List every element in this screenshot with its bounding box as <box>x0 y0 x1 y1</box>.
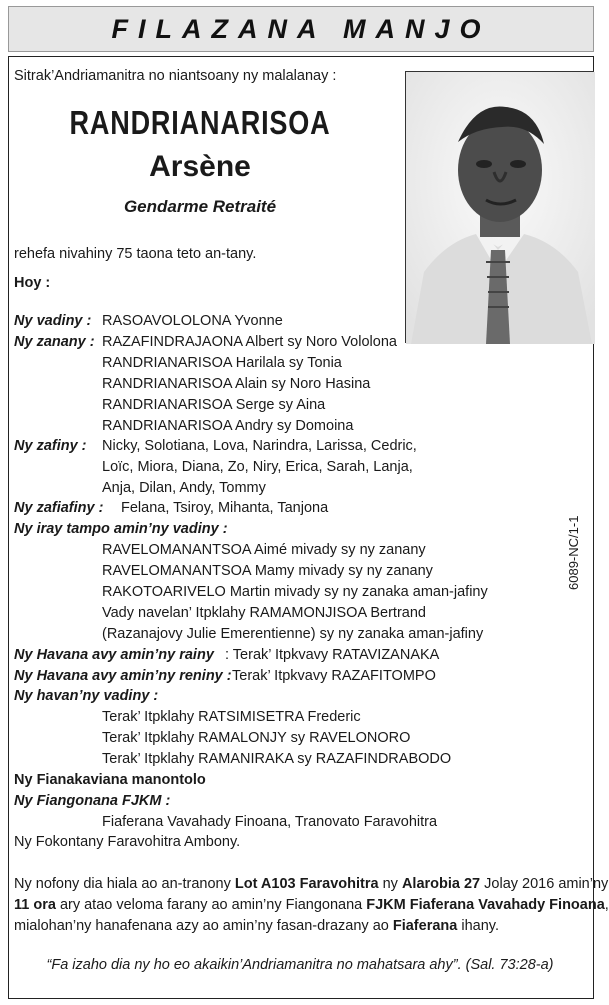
deceased-portrait <box>405 71 594 343</box>
zafiafiny-names: Felana, Tsiroy, Mihanta, Tanjona <box>121 500 329 516</box>
iray-tampo-label: Ny iray tampo amin’ny vadiny : <box>14 521 228 537</box>
zanany-item: RANDRIANARISOA Harilala sy Tonia <box>102 355 342 371</box>
funeral-text: ny <box>378 876 402 892</box>
iray-tampo-item: RAVELOMANANTSOA Aimé mivady sy ny zanany <box>102 542 426 558</box>
zafiny-line: Nicky, Solotiana, Lova, Narindra, Larissa, Cedric, <box>102 438 417 454</box>
fokontany-line: Ny Fokontany Faravohitra Ambony. <box>14 834 241 850</box>
portrait-illustration <box>406 72 595 344</box>
funeral-text: mialohan’ny hanafenana azy ao amin’ny fasan-drazany ao <box>14 918 393 934</box>
funeral-text: ary atao veloma farany ao amin’ny Fiangonana <box>55 897 367 913</box>
iray-tampo-item: RAKOTOARIVELO Martin mivady sy ny zanaka aman-jafiny <box>102 584 488 600</box>
funeral-burial-place: Fiaferana <box>392 918 458 934</box>
deceased-surname: RANDRIANARISOA <box>69 104 331 141</box>
reference-code: 6089-NC/1-1 <box>566 515 581 590</box>
havan-vadiny-item: Terak’ Itpklahy RAMANIRAKA sy RAZAFINDRABODO <box>102 751 452 767</box>
bible-quote: “Fa izaho dia ny ho eo akaikin’Andriamanitra no mahatsara ahy”. (Sal. 73:28-a) <box>46 957 554 973</box>
vadiny-label: Ny vadiny : <box>14 313 92 329</box>
zafiny-label: Ny zafiny : <box>14 438 87 454</box>
havan-vadiny-item: Terak’ Itpklahy RAMALONJY sy RAVELONORO <box>102 730 411 746</box>
deceased-rank: Gendarme Retraité <box>123 197 277 216</box>
funeral-line-2 <box>14 895 609 915</box>
zanany-item: RANDRIANARISOA Andry sy Domoina <box>102 418 354 434</box>
intro-line: Sitrak’Andriamanitra no niantsoany ny malalanay : <box>14 68 337 84</box>
funeral-line-3 <box>14 916 499 936</box>
hoy-label: Hoy : <box>14 275 51 291</box>
zafiny-line: Anja, Dilan, Andy, Tommy <box>102 480 266 496</box>
funeral-text: Ny nofony dia hiala ao an-tranony <box>14 876 235 892</box>
fianakaviana-line: Ny Fianakaviana manontolo <box>14 772 206 788</box>
havana-reniny-label: Ny Havana avy amin’ny reniny : <box>14 668 232 684</box>
funeral-address: Lot A103 Faravohitra <box>234 876 379 892</box>
iray-tampo-item: Vady navelan’ Itpklahy RAMAMONJISOA Bertrand <box>102 605 426 621</box>
funeral-text: ihany. <box>457 918 499 934</box>
havana-rainy-label: Ny Havana avy amin’ny rainy <box>14 647 214 663</box>
zafiny-line: Loïc, Miora, Diana, Zo, Niry, Erica, Sarah, Lanja, <box>102 459 413 475</box>
funeral-text: Jolay 2016 amin’ny <box>480 876 609 892</box>
zanany-label: Ny zanany : <box>14 334 95 350</box>
fiangonana-names: Fiaferana Vavahady Finoana, Tranovato Faravohitra <box>102 814 438 830</box>
zanany-item: RAZAFINDRAJAONA Albert sy Noro Vololona <box>102 334 397 350</box>
havana-reniny: Terak’ Itpkvavy RAZAFITOMPO <box>232 668 436 684</box>
vadiny-name: RASOAVOLOLONA Yvonne <box>102 313 283 329</box>
deceased-first-name: Arsène <box>149 150 251 183</box>
havana-rainy: : Terak’ Itpkvavy RATAVIZANAKA <box>225 647 440 663</box>
funeral-church: FJKM Fiaferana Vavahady Finoana <box>366 897 605 913</box>
header-title: FILAZANA MANJO <box>111 13 491 44</box>
havan-vadiny-label: Ny havan’ny vadiny : <box>14 688 159 704</box>
age-line: rehefa nivahiny 75 taona teto an-tany. <box>14 246 257 262</box>
funeral-time: 11 ora <box>14 897 56 913</box>
funeral-line-1 <box>14 874 608 894</box>
funeral-text: , <box>604 897 609 913</box>
funeral-date: Alarobia 27 <box>401 876 481 892</box>
zanany-item: RANDRIANARISOA Alain sy Noro Hasina <box>102 376 371 392</box>
iray-tampo-item: RAVELOMANANTSOA Mamy mivady sy ny zanany <box>102 563 433 579</box>
iray-tampo-item: (Razanajovy Julie Emerentienne) sy ny zanaka aman-jafiny <box>102 626 484 642</box>
havan-vadiny-item: Terak’ Itpklahy RATSIMISETRA Frederic <box>102 709 361 725</box>
zanany-item: RANDRIANARISOA Serge sy Aina <box>102 397 326 413</box>
fiangonana-label: Ny Fiangonana FJKM : <box>14 793 171 809</box>
header-banner <box>8 6 594 52</box>
zafiafiny-label: Ny zafiafiny : <box>14 500 104 516</box>
